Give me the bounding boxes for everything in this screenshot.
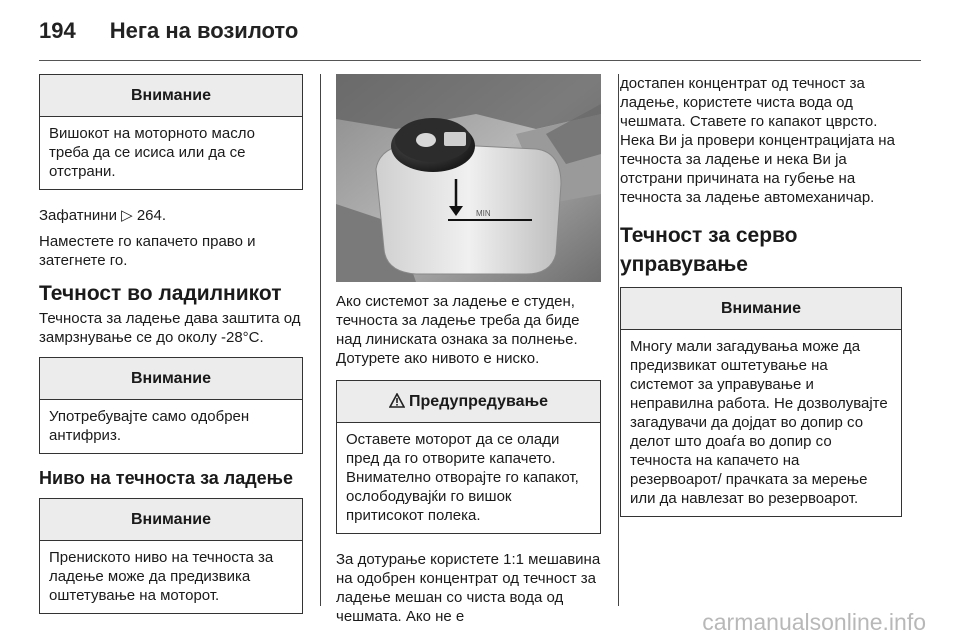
notice-body: Вишокот на моторното масло треба да се исиса или да се отстрани. xyxy=(49,125,255,180)
column-2 xyxy=(336,74,601,633)
paragraph: Течноста за ладење дава заштита од замрзнување се до околу -28°С. xyxy=(39,310,301,346)
min-mark-label: MIN xyxy=(476,209,491,218)
warning-body: Оставете моторот да се олади пред да го отворите капачето. Внимателно отворајте го капакот, ослободувајќи го вишок притисокот полека. xyxy=(346,431,579,524)
paragraph: За дотурање користете 1:1 мешавина на одобрен концентрат од течност за ладење мешан со чиста вода од чешмата. Ако не е xyxy=(336,551,601,625)
page-ref-icon: ▷ xyxy=(121,207,133,224)
page-number: 194 xyxy=(39,18,76,43)
paragraph: Ако системот за ладење е студен, течноста за ладење треба да биде над линиската ознака за полнење. Дотурете ако нивото е ниско. xyxy=(336,293,580,367)
notice-title: Внимание xyxy=(40,358,302,400)
section-heading: Течност во ладилникот xyxy=(39,282,282,305)
notice-body: Прениското ниво на течноста за ладење може да предизвика оштетување на моторот. xyxy=(49,549,274,604)
notice-title: Внимание xyxy=(40,499,302,541)
capacities-ref: Зафатнини ▷ 264. xyxy=(39,207,167,224)
watermark: carmanualsonline.info xyxy=(702,609,926,635)
notice-box xyxy=(620,287,902,517)
header-rule xyxy=(39,60,921,61)
notice-title: Внимание xyxy=(40,75,302,117)
column-divider-2 xyxy=(618,74,619,606)
coolant-reservoir-photo xyxy=(336,74,601,282)
column-1 xyxy=(39,74,303,626)
subsection-heading: Ниво на течноста за ладење xyxy=(39,468,293,488)
warning-title: Предупредување xyxy=(337,381,600,423)
notice-title: Внимание xyxy=(621,288,901,330)
notice-box xyxy=(39,357,303,454)
notice-box xyxy=(39,74,303,190)
section-heading: Течност за серво управување xyxy=(620,224,798,276)
page-header xyxy=(39,18,298,44)
paragraph: достапен концентрат од течност за ладење, користете чиста вода од чешмата. Ставете го капакот цврсто. Нека Ви ја провери концентрацијата на течноста за ладење и нека Ви ја отстрани причината на губење на течноста за ладење автомеханичар. xyxy=(620,75,895,206)
column-divider-1 xyxy=(320,74,321,606)
paragraph: Наместете го капачето право и затегнете го. xyxy=(39,233,256,269)
notice-body: Многу мали загадувања може да предизвикат оштетување на системот за управување и неправилна работа. Не дозволувајте загадувачи да дојдат во допир со делот што доаѓа во допир со течноста на капачето на резервоарот/ прачката за мерење или да навлезат во резервоарот. xyxy=(630,338,888,507)
warning-box xyxy=(336,380,601,534)
column-3 xyxy=(620,74,902,529)
notice-box xyxy=(39,498,303,614)
warning-triangle-icon xyxy=(389,393,405,408)
page-title: Нега на возилото xyxy=(109,18,299,43)
notice-body: Употребувајте само одобрен антифриз. xyxy=(49,408,250,444)
